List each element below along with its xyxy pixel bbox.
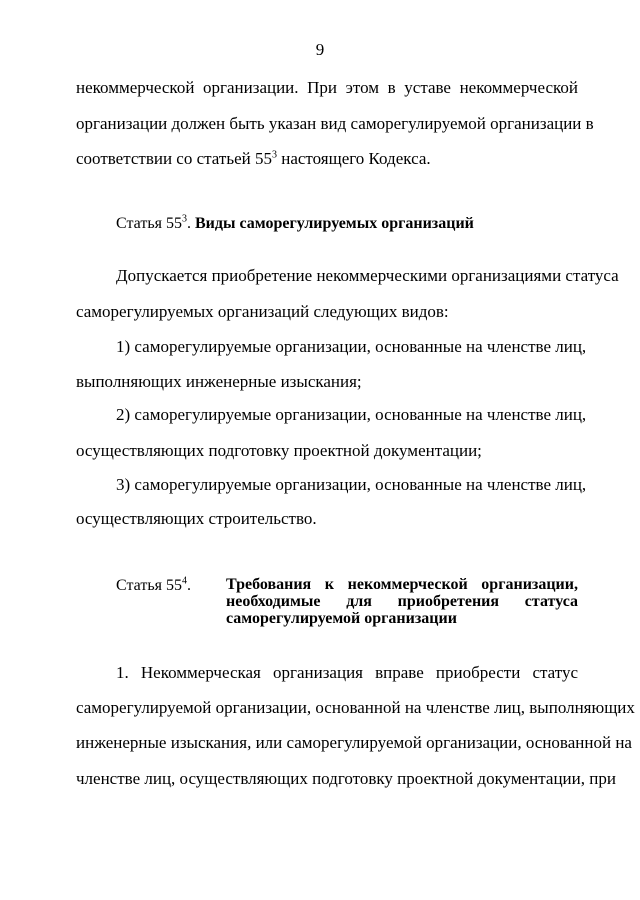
article-label: Статья 55	[116, 215, 182, 232]
text-run: .	[186, 215, 195, 232]
title-line: саморегулируемой организации	[226, 610, 457, 627]
text-run: .	[186, 577, 191, 594]
paragraph-line: членстве лиц, осуществляющих подготовку проектной документации, при	[76, 769, 616, 788]
paragraph-line: некоммерческой организации. При этом в уставе некоммерческой	[76, 78, 578, 97]
paragraph-line: саморегулируемых организаций следующих видов:	[76, 302, 449, 321]
page-number: 9	[315, 40, 325, 59]
list-item-line: 1) саморегулируемые организации, основанные на членстве лиц,	[116, 337, 587, 356]
article-554-label	[116, 576, 191, 596]
list-item-line: 3) саморегулируемые организации, основанные на членстве лиц,	[116, 475, 587, 494]
text-run: соответствии со статьей 55	[76, 149, 272, 168]
paragraph-line: 1. Некоммерческая организация вправе приобрести статус	[116, 663, 578, 682]
title-line: Требования к некоммерческой организации,	[226, 576, 578, 593]
superscript: 4	[181, 575, 187, 587]
paragraph-line: саморегулируемой организации, основанной на членстве лиц, выполняющих	[76, 698, 635, 717]
article-label: Статья 55	[116, 577, 182, 594]
article-554-title	[226, 576, 578, 627]
title-line: необходимые для приобретения статуса	[226, 593, 578, 610]
list-item-line: выполняющих инженерные изыскания;	[76, 372, 362, 391]
list-item-line: осуществляющих строительство.	[76, 509, 317, 528]
paragraph-line	[76, 149, 578, 169]
article-title: Виды саморегулируемых организаций	[194, 215, 474, 232]
paragraph-line: организации должен быть указан вид саморегулируемой организации в	[76, 114, 594, 133]
superscript: 3	[181, 213, 187, 225]
superscript: 3	[271, 149, 277, 161]
paragraph-line: инженерные изыскания, или саморегулируемой организации, основанной на	[76, 733, 632, 752]
list-item-line: 2) саморегулируемые организации, основанные на членстве лиц,	[116, 405, 587, 424]
paragraph-line: Допускается приобретение некоммерческими организациями статуса	[116, 266, 619, 285]
list-item-line: осуществляющих подготовку проектной документации;	[76, 441, 482, 460]
text-run: настоящего Кодекса.	[276, 149, 431, 168]
article-553-heading	[116, 214, 474, 234]
